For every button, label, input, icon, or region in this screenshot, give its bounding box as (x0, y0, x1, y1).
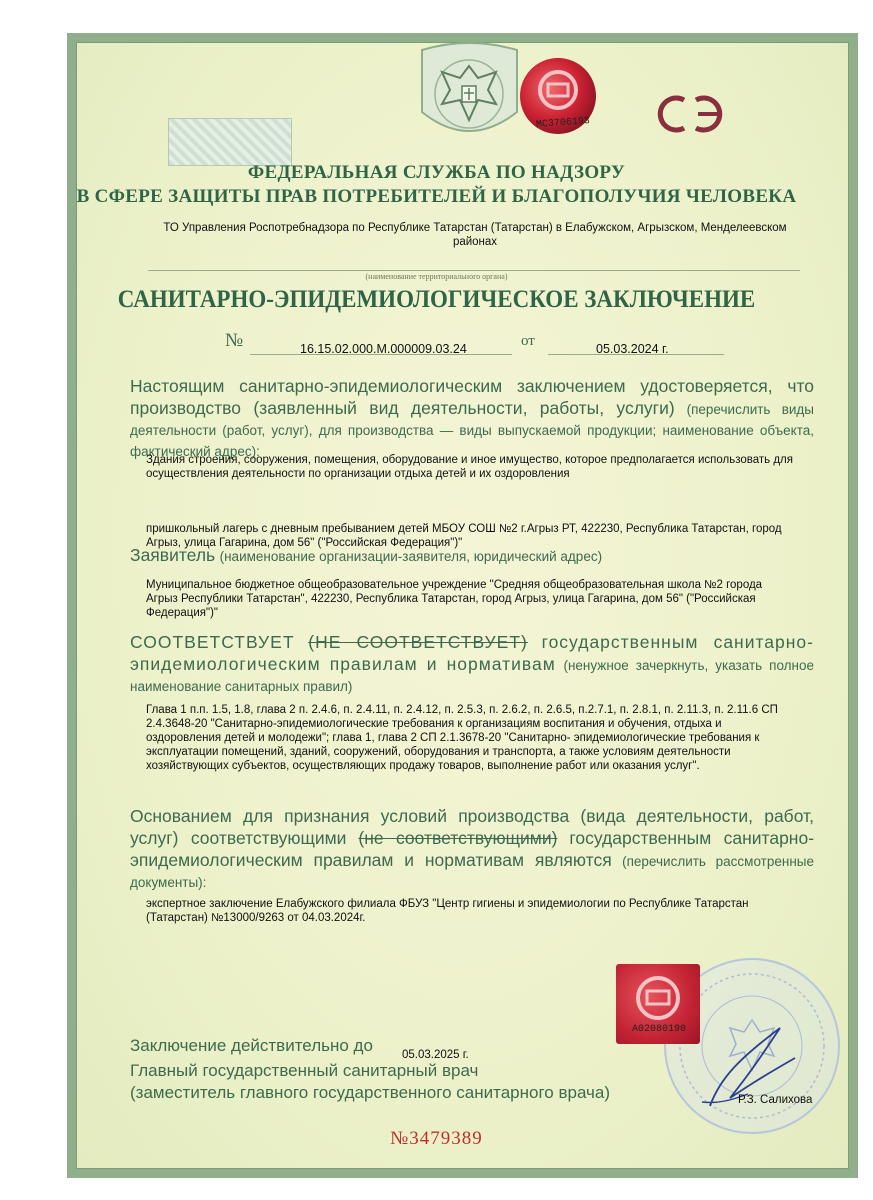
conformity-lead (130, 632, 814, 697)
document-title: САНИТАРНО-ЭПИДЕМИОЛОГИЧЕСКОЕ ЗАКЛЮЧЕНИЕ (117, 286, 756, 313)
section-production-lead (130, 376, 814, 462)
header-line-2: В СФЕРЕ ЗАЩИТЫ ПРАВ ПОТРЕБИТЕЛЕЙ И БЛАГОПОЛУЧИЯ ЧЕЛОВЕКА (76, 186, 797, 207)
basis-value: экспертное заключение Елабужского филиала ФБУЗ "Центр гигиены и эпидемиологии по Республике Татарстан (Татарстан) №13000/9263 от 04.03.2024г. (146, 898, 749, 924)
se-logo (652, 92, 732, 136)
signatory-title-line-2: (заместитель главного государственного санитарного врача) (130, 1083, 610, 1102)
organ-caption: (наименование территориального органа) (365, 272, 508, 281)
signatory-name: Р.З. Салихова (738, 1094, 813, 1106)
signatory-title-line-1: Главный государственный санитарный врач (130, 1061, 479, 1080)
production-value-1: Здания строения, сооружения, помещения, оборудование и иное имущество, которое предполагается использовать для осуществления деятельности по организации отдыха детей и их оздоровления (146, 454, 793, 480)
conformity-word: СООТВЕТСТВУЕТ (130, 632, 295, 652)
eagle-emblem-icon (412, 42, 527, 144)
applicant-lead (130, 545, 602, 566)
basis-lead (130, 806, 814, 893)
hologram-strip (168, 118, 292, 166)
issue-date: 05.03.2024 г. (596, 342, 669, 356)
header-line-1: ФЕДЕРАЛЬНАЯ СЛУЖБА ПО НАДЗОРУ (247, 162, 626, 183)
territorial-organ: ТО Управления Роспотребнадзора по Республике Татарстан (Татарстан) в Елабужском, Агрызском, Менделеевском районах (163, 222, 787, 248)
hologram-top-code: МС3706193 (535, 116, 591, 131)
applicant-hint: (наименование организации-заявителя, юридический адрес) (219, 549, 603, 564)
hologram-bottom-code: А02080190 (632, 1024, 687, 1035)
conformity-value: Глава 1 п.п. 1.5, 1.8, глава 2 п. 2.4.6, п. 2.4.11, п. 2.4.12, п. 2.5.3, п. 2.6.2, п. 2.6.5, п.2.7.1, п. 2.8.1, п. 2.11.3, п. 2.11.6 СП 2.4.3648-20 "Санитарно-эпидемиологические требования к организациям воспитания и обучения, отдыха и оздоровления детей и молодежи"; глава 1, глава 2 СП 2.1.3678-20 "Санитарно- эпидемиологические требования к эксплуатации помещений, зданий, сооружений, оборудования и транспорта, а также условиям деятельности хозяйствующих субъектов, осуществляющих продажу товаров, выполнение работ или оказания услуг". (146, 704, 778, 772)
basis-hint: (перечислить рассмотренные документы): (130, 854, 814, 890)
production-lead-hint: (перечислить виды деятельности (работ, услуг), для производства — виды выпускаемой продукции; наименование объекта, фактический адрес): (130, 402, 814, 459)
certificate-number: 16.15.02.000.М.000009.03.24 (300, 342, 467, 356)
production-lead-text: Настоящим санитарно-эпидемиологическим заключением удостоверяется, что производство (заявленный вид деятельности, работы, услуги) (130, 376, 814, 418)
conformity-struck: (НЕ СООТВЕТСТВУЕТ) (308, 632, 528, 652)
conformity-rest: государственным санитарно-эпидемиологическим правилам и нормативам (130, 632, 814, 674)
form-serial-number: №3479389 (390, 1128, 483, 1149)
basis-struck: (не соответствующими) (358, 828, 558, 848)
date-label: от (521, 333, 535, 349)
applicant-label: Заявитель (130, 545, 216, 565)
organ-underline (148, 270, 800, 271)
validity-label: Заключение действительно до (130, 1036, 373, 1055)
basis-lead-2: государственным санитарно-эпидемиологическим правилам и нормативам являются (130, 828, 815, 870)
number-label: № (225, 330, 244, 351)
validity-date: 05.03.2025 г. (402, 1049, 469, 1061)
production-value-2: пришкольный лагерь с дневным пребыванием детей МБОУ СОШ №2 г.Агрыз РТ, 422230, Республика Татарстан, город Агрыз, улица Гагарина, дом 56" ("Российская Федерация")" (146, 523, 782, 549)
conformity-hint: (ненужное зачеркнуть, указать полное наименование санитарных правил) (130, 658, 815, 694)
basis-lead-1: Основанием для признания условий производства (вида деятельности, работ, услуг) соответствующими (130, 806, 814, 848)
applicant-value: Муниципальное бюджетное общеобразовательное учреждение "Средняя общеобразовательная школа №2 города Агрыз Республики Татарстан", 422230, Республика Татарстан, город Агрыз, улица Гагарина, дом 56" ("Российская Федерация")" (146, 579, 763, 619)
